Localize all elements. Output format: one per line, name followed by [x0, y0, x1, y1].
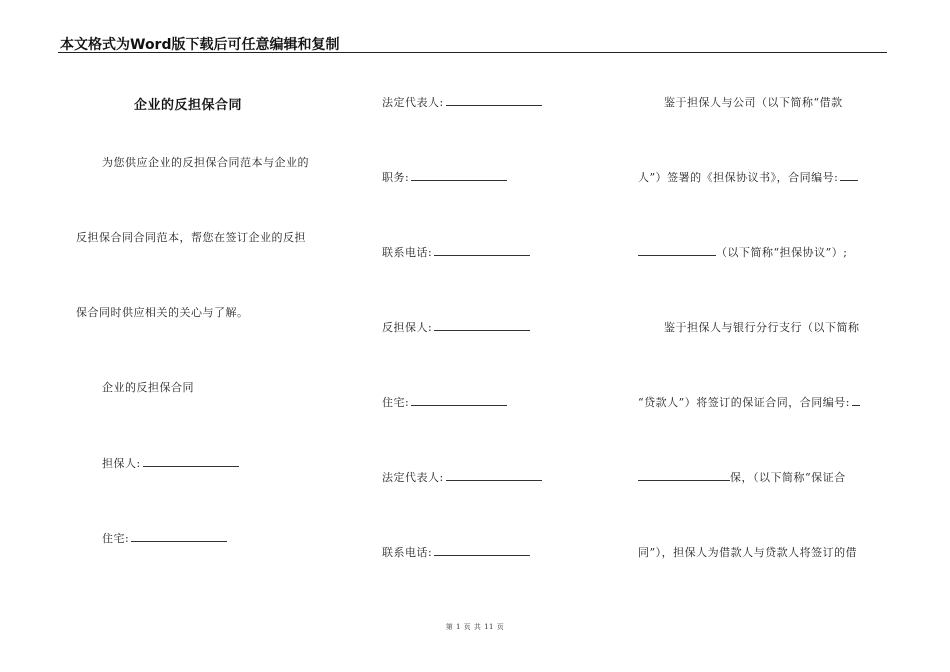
- legal-rep-field-1: [382, 94, 542, 110]
- intro-line-2: 反担保合同合同范本，帮您在签订企业的反担: [76, 231, 306, 244]
- recital-line-2: [638, 169, 858, 185]
- guarantor-field: [102, 455, 239, 471]
- recital-line-4: 鉴于担保人与银行分行支行（以下简称: [664, 321, 860, 334]
- page-number: 第 1 页 共 11 页: [445, 623, 505, 631]
- position-label: 职务:: [382, 171, 410, 184]
- recital-line-3-text: （以下简称“担保协议”）;: [716, 246, 848, 259]
- recital-line-5-text: “贷款人”）将签订的保证合同，合同编号:: [638, 396, 850, 409]
- address-field-2: [382, 394, 507, 410]
- position-field: [382, 169, 507, 185]
- legal-rep-label-1: 法定代表人:: [382, 96, 444, 109]
- phone-label-1: 联系电话:: [382, 246, 433, 259]
- guarantor-label: 担保人:: [102, 457, 141, 470]
- contract-number-blank-4: [638, 470, 730, 481]
- counter-guarantor-field: [382, 319, 530, 335]
- intro-line-3: 保合同时供应相关的关心与了解。: [76, 306, 249, 319]
- legal-rep-field-2: [382, 469, 542, 485]
- phone-field-1: [382, 244, 530, 260]
- recital-line-2-text: 人”）签署的《担保协议书》，合同编号:: [638, 171, 839, 184]
- legal-rep-blank-1: [446, 95, 542, 106]
- address-blank: [131, 531, 227, 542]
- recital-line-6-text: 保，（以下简称“保证合: [730, 471, 846, 484]
- document-header: 本文格式为Word版下载后可任意编辑和复制: [60, 37, 340, 53]
- recital-line-6: [638, 469, 846, 485]
- legal-rep-blank-2: [446, 470, 542, 481]
- contract-number-blank-2: [638, 245, 716, 256]
- counter-guarantor-blank: [434, 320, 530, 331]
- address-field: [102, 530, 227, 546]
- legal-rep-label-2: 法定代表人:: [382, 471, 444, 484]
- intro-line-1: 为您供应企业的反担保合同范本与企业的: [102, 156, 309, 169]
- recital-line-5: [638, 394, 860, 410]
- recital-line-7: 同”），担保人为借款人与贷款人将签订的借: [638, 546, 858, 559]
- recital-line-3: [638, 244, 847, 260]
- phone-label-2: 联系电话:: [382, 546, 433, 559]
- document-title: 企业的反担保合同: [134, 98, 243, 113]
- counter-guarantor-label: 反担保人:: [382, 321, 433, 334]
- address-label: 住宅:: [102, 532, 130, 545]
- address-blank-2: [411, 395, 507, 406]
- recital-line-1: 鉴于担保人与公司（以下简称“借款: [664, 96, 843, 109]
- contract-number-blank-1: [840, 170, 858, 181]
- phone-blank-2: [434, 545, 530, 556]
- address-label-2: 住宅:: [382, 396, 410, 409]
- phone-field-2: [382, 544, 530, 560]
- contract-number-blank-3: [852, 395, 860, 406]
- guarantor-blank: [143, 456, 239, 467]
- header-divider: [58, 52, 887, 53]
- phone-blank-1: [434, 245, 530, 256]
- contract-subtitle: 企业的反担保合同: [102, 381, 194, 394]
- position-blank: [411, 170, 507, 181]
